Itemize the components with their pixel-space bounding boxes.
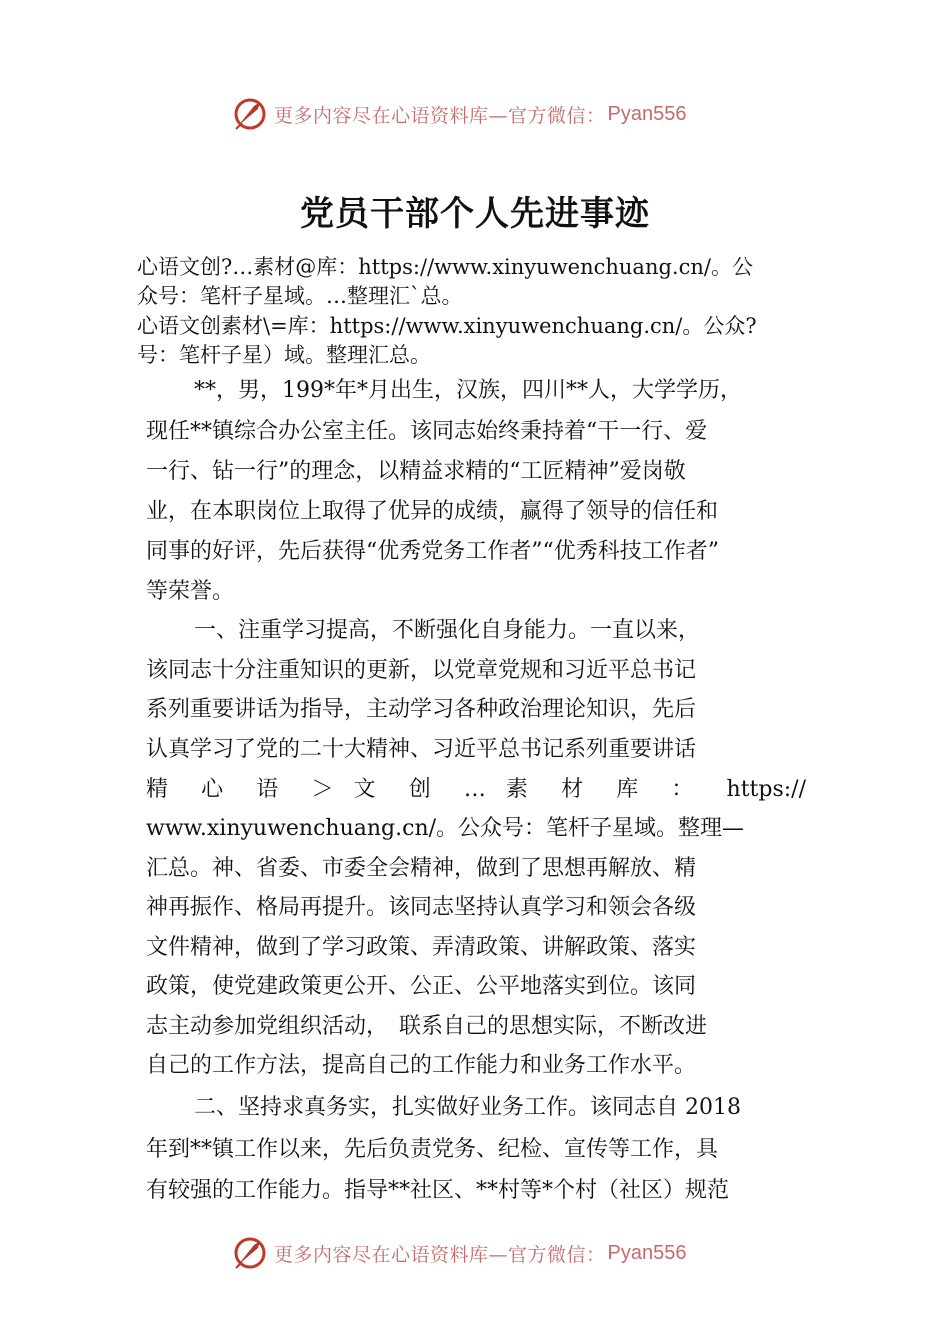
body-line: 文件精神，做到了学习政策、弄清政策、讲解政策、落实 — [146, 935, 697, 960]
quill-logo-icon — [232, 1235, 268, 1271]
body-line: 系列重要讲话为指导，主动学习各种政治理论知识，先后 — [146, 697, 697, 722]
body-line: 一行、钻一行”的理念，以精益求精的“工匠精神”爱岗敬 — [146, 459, 686, 484]
body-line: **，男，199*年*月出生，汉族，四川**人，大学学历， — [194, 378, 742, 403]
source-line: 众号：笔杆子星域。…整理汇`总。 — [137, 284, 463, 308]
body-line: 精 心 语 ＞ 文 创 … 素 材 库 ： https:// — [146, 777, 806, 802]
watermark-text: 更多内容尽在心语资料库—官方微信： — [274, 104, 606, 127]
body-line: 政策，使党建政策更公开、公正、公平地落实到位。该同 — [146, 974, 697, 999]
body-line: 有较强的工作能力。指导**社区、**村等*个村（社区）规范 — [146, 1178, 730, 1203]
body-line: 等荣誉。 — [146, 579, 235, 604]
source-line: 号：笔杆子星）域。整理汇总。 — [137, 343, 431, 367]
watermark-text: 更多内容尽在心语资料库—官方微信： — [274, 1243, 606, 1266]
body-line: 该同志十分注重知识的更新，以党章党规和习近平总书记 — [146, 658, 697, 683]
body-line: 二、坚持求真务实，扎实做好业务工作。该同志自 2018 — [194, 1095, 741, 1120]
watermark-banner-bottom — [232, 1233, 686, 1273]
watermark-wechat-id: Pyan556 — [607, 1241, 687, 1264]
source-line: 心语文创?…素材@库：https://www.xinyuwenchuang.cn/。公 — [137, 255, 753, 279]
body-line: www.xinyuwenchuang.cn/。公众号：笔杆子星域。整理— — [146, 816, 745, 841]
body-line: 自己的工作方法，提高自己的工作能力和业务工作水平。 — [146, 1053, 697, 1078]
watermark-wechat-id: Pyan556 — [607, 102, 687, 125]
body-line: 认真学习了党的二十大精神、习近平总书记系列重要讲话 — [146, 737, 697, 762]
body-line: 业，在本职岗位上取得了优异的成绩，赢得了领导的信任和 — [146, 499, 719, 524]
quill-logo-icon — [232, 96, 268, 132]
body-line: 志主动参加党组织活动， 联系自己的思想实际，不断改进 — [146, 1014, 708, 1039]
body-line: 汇总。神、省委、市委全会精神，做到了思想再解放、精 — [146, 856, 697, 881]
body-line: 一、注重学习提高，不断强化自身能力。一直以来， — [194, 618, 701, 643]
body-line: 神再振作、格局再提升。该同志坚持认真学习和领会各级 — [146, 895, 697, 920]
body-line: 年到**镇工作以来，先后负责党务、纪检、宣传等工作，具 — [146, 1137, 719, 1162]
watermark-banner-top — [232, 94, 686, 134]
document-title: 党员干部个人先进事迹 — [300, 194, 650, 234]
body-line: 现任**镇综合办公室主任。该同志始终秉持着“干一行、爱 — [146, 419, 708, 444]
source-line: 心语文创素材\=库：https://www.xinyuwenchuang.cn/。公众? — [137, 314, 757, 338]
body-line: 同事的好评，先后获得“优秀党务工作者”“优秀科技工作者” — [146, 539, 719, 564]
